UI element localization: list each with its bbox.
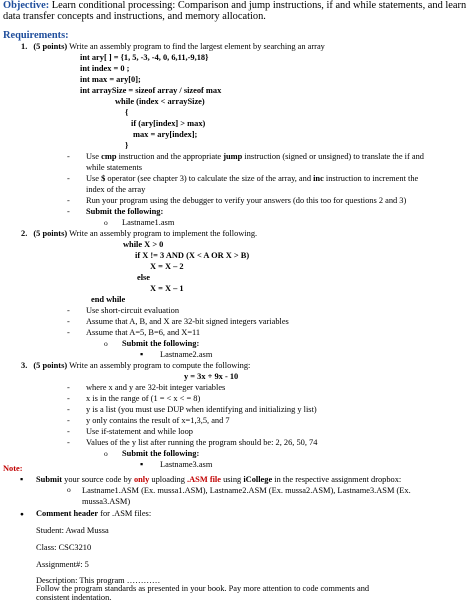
dash-bullet-icon xyxy=(67,196,70,206)
dash-bullet-icon xyxy=(67,416,70,426)
q2-bullet: Use short-circuit evaluation xyxy=(86,306,180,315)
text: your source code by xyxy=(62,475,134,484)
text: for .ASM files: xyxy=(98,509,152,518)
text: instruction to increment the xyxy=(323,174,419,183)
q1-bullet-dollar-cont: index of the array xyxy=(86,185,146,194)
dash-bullet-icon xyxy=(67,174,70,184)
q2-code-line: if X != 3 AND (X < A OR X > B) xyxy=(135,251,250,260)
q1-prompt: Write an assembly program to find the largest element by searching an array xyxy=(67,42,325,51)
q1-bullet-dollar xyxy=(86,174,418,184)
round-bullet-icon xyxy=(20,509,24,520)
objective-line-2: data transfer concepts and instructions, and memory allocation. xyxy=(3,11,266,22)
text: uploading xyxy=(149,475,188,484)
square-bullet-icon xyxy=(140,459,143,470)
note-comment-header xyxy=(36,509,151,519)
text: using xyxy=(220,475,244,484)
text: Use xyxy=(86,152,102,161)
submit-word: Submit xyxy=(36,475,63,484)
q1-bullet-cmp xyxy=(86,152,424,162)
note-files-line-1: Lastname1.ASM (Ex. mussa1.ASM), Lastname2.ASM (Ex. mussa2.ASM), Lastname3.ASM (Ex. xyxy=(82,486,411,495)
objective-text: Learn conditional processing: Comparison and jump instructions, if and while statements, and learn xyxy=(49,0,467,11)
q1-header xyxy=(21,42,325,52)
text: operator (see chapter 3) to calculate the size of the array, and xyxy=(105,174,314,183)
note-follow-2: consistent indentation. xyxy=(36,593,112,602)
q2-header xyxy=(21,229,257,239)
q2-prompt: Write an assembly program to implement the following. xyxy=(67,229,258,238)
q3-header xyxy=(21,361,250,371)
dash-bullet-icon xyxy=(67,328,70,338)
circle-bullet-icon xyxy=(104,218,108,228)
dash-bullet-icon xyxy=(67,317,70,327)
q1-points: (5 points) xyxy=(33,42,68,51)
q1-code-line: if (ary[index] > max) xyxy=(131,119,206,128)
q3-submit: Submit the following: xyxy=(122,449,200,458)
comment-header-word: Comment header xyxy=(36,509,99,518)
q3-bullet: x is in the range of (1 = < x < = 8) xyxy=(86,394,201,403)
text: instruction and the appropriate xyxy=(116,152,224,161)
q1-code-line: int max = ary[0]; xyxy=(80,75,141,84)
dash-bullet-icon xyxy=(67,306,70,316)
note-submit-line xyxy=(36,475,401,485)
dash-bullet-icon xyxy=(67,152,70,162)
keyword-jump: jump xyxy=(223,152,243,161)
note-files-line-2: mussa3.ASM) xyxy=(82,497,131,506)
q2-file: Lastname2.asm xyxy=(160,350,213,359)
note-student: Student: Awad Mussa xyxy=(36,526,109,535)
q3-prompt: Write an assembly program to compute the following: xyxy=(67,361,251,370)
q1-code-line: int index = 0 ; xyxy=(80,64,130,73)
q2-code-line: X = X – 2 xyxy=(150,262,184,271)
requirements-heading: Requirements: xyxy=(3,30,69,41)
square-bullet-icon xyxy=(20,474,23,485)
q2-code-line: else xyxy=(137,273,151,282)
q3-bullet: y only contains the result of x=1,3,5, and 7 xyxy=(86,416,230,425)
q1-file: Lastname1.asm xyxy=(122,218,175,227)
dash-bullet-icon xyxy=(67,207,70,217)
icollege-word: iCollege xyxy=(243,475,273,484)
q1-code-line: max = ary[index]; xyxy=(133,130,198,139)
q2-points: (5 points) xyxy=(33,229,68,238)
dash-bullet-icon xyxy=(67,394,70,404)
q1-code-line: int ary[ ] = {1, 5, -3, -4, 0, 6,11,-9,18} xyxy=(80,53,209,62)
q2-code-line: end while xyxy=(91,295,126,304)
dash-bullet-icon xyxy=(67,405,70,415)
q2-code-line: X = X – 1 xyxy=(150,284,184,293)
keyword-dollar: $ xyxy=(101,174,106,183)
q3-file: Lastname3.asm xyxy=(160,460,213,469)
text: Use xyxy=(86,174,102,183)
objective-label: Objective: xyxy=(3,0,50,11)
q1-bullet-cmp-cont: while statements xyxy=(86,163,143,172)
q1-submit: Submit the following: xyxy=(86,207,164,216)
note-assignment: Assignment#: 5 xyxy=(36,560,89,569)
q2-number: 2. xyxy=(21,229,28,238)
q1-bullet-debugger: Run your program using the debugger to verify your answers (do this too for questions 2 and 3) xyxy=(86,196,407,205)
square-bullet-icon xyxy=(140,349,143,360)
q1-code-line: } xyxy=(125,141,129,150)
text: instruction (signed or unsigned) to translate the if and xyxy=(242,152,424,161)
dash-bullet-icon xyxy=(67,383,70,393)
only-word: only xyxy=(133,475,150,484)
dash-bullet-icon xyxy=(67,438,70,448)
q3-formula: y = 3x + 9x - 10 xyxy=(184,372,239,381)
q1-code-line: while (index < arraySize) xyxy=(115,97,205,106)
q2-bullet: Assume that A, B, and X are 32-bit signed integers variables xyxy=(86,317,289,326)
q2-code-line: while X > 0 xyxy=(123,240,164,249)
note-class: Class: CSC3210 xyxy=(36,543,92,552)
q3-points: (5 points) xyxy=(33,361,68,370)
text: in the respective assignment dropbox: xyxy=(272,475,402,484)
circle-bullet-icon xyxy=(104,449,108,459)
note-description: Description: This program ………… xyxy=(36,576,161,585)
q1-code-line: int arraySize = sizeof array / sizeof max xyxy=(80,86,222,95)
circle-bullet-icon xyxy=(104,339,108,349)
circle-bullet-icon xyxy=(67,485,71,495)
q3-bullet: Use if-statement and while loop xyxy=(86,427,193,436)
dash-bullet-icon xyxy=(67,427,70,437)
q1-code-line: { xyxy=(125,108,129,117)
keyword-inc: inc xyxy=(313,174,324,183)
q1-number: 1. xyxy=(21,42,28,51)
note-follow-1: Follow the program standards as presented in your book. Pay more attention to code comments and xyxy=(36,584,370,593)
q3-bullet: y is a list (you must use DUP when identifying and initializing y list) xyxy=(86,405,317,414)
asm-file-word: .ASM file xyxy=(187,475,221,484)
q3-bullet: Values of the y list after running the program should be: 2, 26, 50, 74 xyxy=(86,438,318,447)
note-label: Note: xyxy=(3,464,23,473)
q3-number: 3. xyxy=(21,361,28,370)
q2-bullet: Assume that A=5, B=6, and X=11 xyxy=(86,328,201,337)
q3-bullet: where x and y are 32-bit integer variables xyxy=(86,383,226,392)
q2-submit: Submit the following: xyxy=(122,339,200,348)
keyword-cmp: cmp xyxy=(101,152,117,161)
